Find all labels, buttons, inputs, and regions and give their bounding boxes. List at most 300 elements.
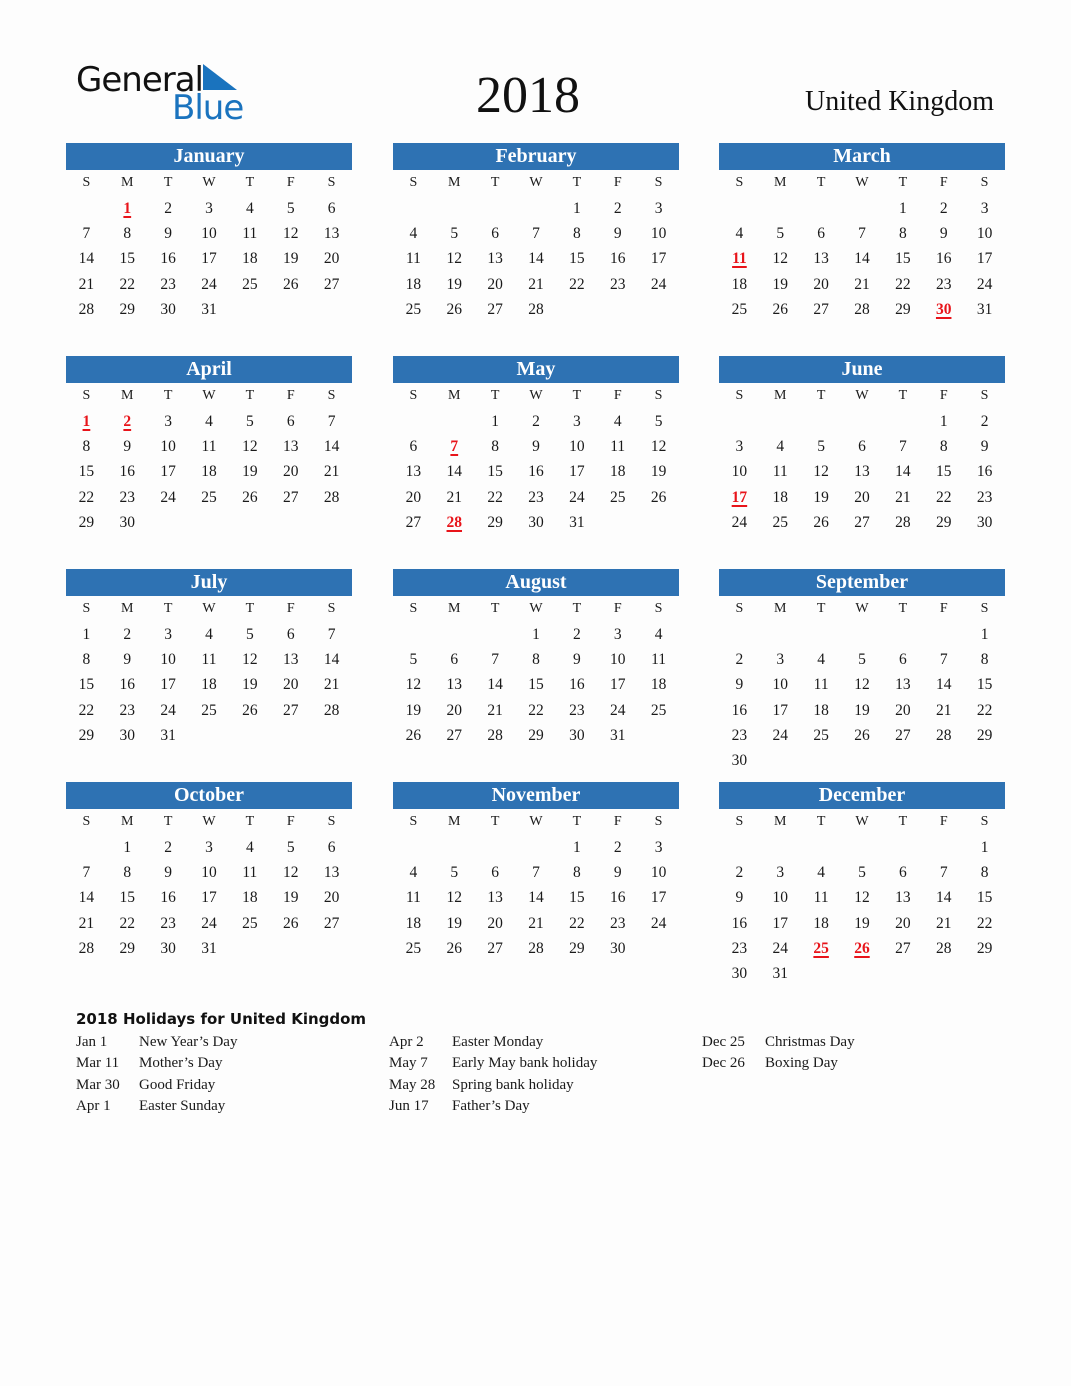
weekday-label: F [613, 175, 622, 190]
day-cell: 18 [609, 463, 626, 481]
weekday-label: T [163, 601, 173, 616]
day-cell: 30 [528, 513, 544, 531]
day-cell: 14 [323, 438, 340, 456]
day-cell: 27 [895, 726, 911, 744]
day-cell: 18 [813, 914, 829, 932]
day-cell: 31 [609, 726, 626, 744]
empty-cell [842, 622, 883, 647]
day-cell: 16 [731, 914, 748, 932]
day-cell: 12 [446, 250, 463, 268]
day-cell: 26 [242, 488, 258, 506]
empty-cell [842, 835, 883, 860]
holiday-item [76, 1098, 237, 1119]
day-cell: 12 [446, 889, 463, 907]
day-cell: 9 [613, 864, 622, 882]
day-cell: 16 [119, 676, 136, 694]
day-cell: 1 [939, 413, 948, 430]
day-cell: 26 [405, 726, 422, 744]
weekday-label: T [163, 175, 173, 190]
day-cell: 1 [572, 200, 581, 217]
empty-cell [882, 835, 923, 860]
day-cell: 13 [854, 463, 870, 481]
day-cell: 18 [242, 889, 258, 907]
month-november [393, 782, 679, 961]
weekday-label: S [654, 814, 663, 829]
day-cell: 8 [82, 438, 91, 456]
weekday-label: T [163, 388, 173, 403]
month-day-grid [393, 383, 679, 535]
empty-cell [842, 409, 883, 434]
day-cell: 27 [487, 939, 503, 957]
holiday-item [76, 1055, 237, 1076]
day-cell: 16 [119, 463, 136, 481]
weekday-label: T [490, 388, 500, 403]
day-cell: 20 [446, 701, 463, 719]
month-day-grid [719, 596, 1005, 773]
weekday-label: T [816, 388, 826, 403]
day-cell: 29 [895, 300, 911, 318]
holiday-date: Mar 11 [76, 1055, 120, 1072]
empty-cell [393, 196, 434, 221]
day-cell: 19 [446, 275, 463, 293]
empty-cell [475, 622, 516, 647]
day-cell: 21 [323, 463, 340, 481]
day-cell: 11 [813, 889, 829, 907]
weekday-label: S [82, 601, 91, 616]
day-cell: 6 [286, 626, 295, 643]
weekday-label: T [816, 175, 826, 190]
holiday-name: Easter Sunday [139, 1097, 226, 1114]
day-cell: 11 [813, 676, 829, 694]
weekday-label: S [980, 388, 989, 403]
day-cell: 27 [323, 275, 340, 293]
holiday-item [389, 1098, 597, 1119]
day-cell: 26 [446, 300, 463, 318]
day-cell: 6 [450, 651, 459, 669]
month-header: April [66, 356, 352, 383]
day-cell: 4 [613, 413, 622, 430]
day-cell: 25 [405, 939, 422, 957]
day-cell: 13 [446, 676, 463, 694]
day-cell: 8 [980, 651, 989, 669]
day-cell: 9 [735, 676, 744, 694]
day-cell: 29 [935, 513, 952, 531]
holidays-column [389, 1034, 597, 1119]
day-cell: 30 [160, 300, 176, 318]
day-cell: 3 [776, 864, 785, 882]
weekday-label: S [735, 601, 744, 616]
day-cell: 9 [735, 889, 744, 907]
holiday-day-cell: 26 [854, 939, 870, 957]
day-cell: 10 [609, 651, 626, 669]
month-header: November [393, 782, 679, 809]
day-cell: 3 [205, 200, 213, 217]
day-cell: 7 [532, 225, 540, 243]
day-cell: 23 [609, 914, 626, 932]
day-cell: 21 [528, 275, 544, 293]
day-cell: 8 [898, 225, 907, 243]
day-cell: 15 [78, 676, 95, 694]
day-cell: 9 [123, 651, 132, 669]
day-cell: 28 [487, 726, 503, 744]
day-cell: 22 [78, 488, 95, 506]
day-cell: 11 [405, 250, 421, 268]
day-cell: 23 [119, 488, 136, 506]
weekday-label: F [286, 175, 295, 190]
day-cell: 11 [201, 651, 217, 669]
holiday-day-cell: 25 [813, 939, 829, 957]
day-cell: 23 [160, 275, 176, 293]
weekday-label: T [572, 388, 582, 403]
holiday-day-cell: 2 [123, 413, 132, 430]
day-cell: 6 [491, 225, 499, 243]
day-cell: 12 [813, 463, 829, 481]
day-cell: 20 [487, 914, 503, 932]
day-cell: 25 [242, 914, 258, 932]
weekday-label: F [286, 388, 295, 403]
day-cell: 18 [201, 676, 217, 694]
day-cell: 16 [609, 250, 626, 268]
day-cell: 11 [242, 864, 258, 882]
day-cell: 28 [323, 701, 340, 719]
weekday-label: F [286, 601, 295, 616]
day-cell: 8 [939, 438, 948, 456]
holiday-date: Mar 30 [76, 1076, 120, 1093]
day-cell: 8 [980, 864, 989, 882]
weekday-label: S [980, 175, 989, 190]
day-cell: 17 [772, 701, 789, 719]
empty-cell [923, 622, 964, 647]
empty-cell [434, 196, 475, 221]
weekday-label: M [121, 175, 134, 190]
day-cell: 7 [82, 864, 91, 882]
weekday-label: T [898, 814, 908, 829]
day-cell: 15 [487, 463, 503, 481]
day-cell: 16 [569, 676, 585, 694]
day-cell: 18 [405, 275, 422, 293]
empty-cell [434, 622, 475, 647]
day-cell: 10 [650, 864, 667, 882]
holidays-title: 2018 Holidays for United Kingdom [76, 1010, 367, 1028]
day-cell: 21 [895, 488, 911, 506]
month-header: February [393, 143, 679, 170]
holiday-name: Boxing Day [765, 1055, 838, 1072]
weekday-label: T [245, 601, 255, 616]
day-cell: 13 [282, 651, 299, 669]
day-cell: 18 [242, 250, 258, 268]
weekday-label: T [490, 601, 500, 616]
weekday-label: T [572, 175, 582, 190]
month-june [719, 356, 1005, 535]
day-cell: 25 [405, 300, 422, 318]
day-cell: 21 [446, 488, 463, 506]
day-cell: 5 [286, 839, 295, 856]
day-cell: 8 [82, 651, 91, 669]
holidays-column [76, 1034, 237, 1119]
weekday-label: S [82, 175, 91, 190]
day-cell: 4 [409, 864, 418, 882]
day-cell: 12 [854, 676, 870, 694]
day-cell: 3 [735, 438, 744, 456]
day-cell: 28 [528, 300, 544, 318]
day-cell: 19 [854, 701, 870, 719]
day-cell: 16 [528, 463, 544, 481]
day-cell: 18 [772, 488, 789, 506]
weekday-label: F [286, 814, 295, 829]
day-cell: 14 [446, 463, 463, 481]
weekday-label: T [898, 388, 908, 403]
day-cell: 14 [78, 250, 95, 268]
month-day-grid [66, 809, 352, 961]
empty-cell [760, 196, 801, 221]
day-cell: 3 [654, 839, 663, 856]
day-cell: 2 [939, 200, 948, 217]
weekday-label: W [202, 814, 216, 829]
weekday-label: W [202, 388, 216, 403]
day-cell: 1 [980, 839, 989, 856]
holiday-item [702, 1055, 855, 1076]
day-cell: 23 [528, 488, 544, 506]
month-day-grid [393, 596, 679, 748]
day-cell: 4 [245, 200, 254, 217]
day-cell: 14 [528, 889, 544, 907]
day-cell: 23 [731, 939, 748, 957]
month-january [66, 143, 352, 322]
day-cell: 23 [976, 488, 993, 506]
day-cell: 16 [160, 889, 176, 907]
month-day-grid [393, 809, 679, 961]
day-cell: 6 [327, 839, 336, 856]
day-cell: 6 [286, 413, 295, 430]
month-header: October [66, 782, 352, 809]
day-cell: 6 [898, 864, 907, 882]
empty-cell [66, 835, 107, 860]
day-cell: 29 [78, 726, 95, 744]
day-cell: 1 [123, 839, 132, 856]
weekday-label: F [939, 601, 948, 616]
weekday-label: F [613, 388, 622, 403]
day-cell: 29 [119, 939, 136, 957]
empty-cell [760, 409, 801, 434]
day-cell: 7 [491, 651, 499, 669]
empty-cell [801, 835, 842, 860]
day-cell: 6 [817, 225, 825, 243]
day-cell: 5 [654, 413, 663, 430]
day-cell: 13 [323, 864, 340, 882]
weekday-label: W [529, 388, 543, 403]
day-cell: 9 [164, 864, 172, 882]
day-cell: 17 [609, 676, 626, 694]
weekday-label: S [735, 175, 744, 190]
day-cell: 8 [123, 225, 132, 243]
holiday-date: Dec 25 [702, 1034, 745, 1050]
day-cell: 12 [854, 889, 870, 907]
day-cell: 2 [613, 839, 622, 856]
day-cell: 22 [569, 275, 585, 293]
weekday-label: F [939, 388, 948, 403]
day-cell: 5 [409, 651, 418, 669]
day-cell: 18 [201, 463, 217, 481]
day-cell: 3 [776, 651, 785, 669]
day-cell: 11 [405, 889, 421, 907]
day-cell: 31 [201, 300, 217, 318]
day-cell: 7 [532, 864, 540, 882]
holiday-date: Dec 26 [702, 1055, 745, 1072]
day-cell: 27 [446, 726, 463, 744]
day-cell: 23 [731, 726, 748, 744]
day-cell: 24 [160, 701, 176, 719]
day-cell: 10 [201, 225, 217, 243]
day-cell: 28 [78, 939, 95, 957]
day-cell: 26 [242, 701, 258, 719]
day-cell: 17 [201, 250, 217, 268]
day-cell: 21 [854, 275, 870, 293]
day-cell: 1 [572, 839, 581, 856]
day-cell: 24 [569, 488, 585, 506]
day-cell: 6 [491, 864, 499, 882]
day-cell: 20 [854, 488, 870, 506]
empty-cell [842, 196, 883, 221]
day-cell: 16 [976, 463, 993, 481]
day-cell: 5 [286, 200, 295, 217]
weekday-label: T [245, 388, 255, 403]
empty-cell [882, 622, 923, 647]
weekday-label: S [654, 601, 663, 616]
weekday-label: T [572, 601, 582, 616]
weekday-label: F [613, 814, 622, 829]
holiday-date: May 7 [389, 1055, 428, 1072]
weekday-label: W [529, 601, 543, 616]
weekday-label: T [572, 814, 582, 829]
day-cell: 29 [528, 726, 544, 744]
day-cell: 20 [323, 889, 340, 907]
day-cell: 18 [731, 275, 748, 293]
day-cell: 15 [569, 889, 585, 907]
day-cell: 29 [119, 300, 136, 318]
day-cell: 2 [123, 626, 132, 643]
day-cell: 4 [654, 626, 663, 643]
day-cell: 16 [935, 250, 952, 268]
day-cell: 17 [160, 463, 176, 481]
empty-cell [923, 835, 964, 860]
day-cell: 30 [609, 939, 626, 957]
holiday-date: Apr 2 [389, 1034, 424, 1050]
day-cell: 10 [772, 889, 789, 907]
day-cell: 17 [569, 463, 585, 481]
weekday-label: T [490, 175, 500, 190]
holiday-day-cell: 28 [446, 513, 463, 531]
day-cell: 21 [528, 914, 544, 932]
weekday-label: W [202, 601, 216, 616]
weekday-label: F [939, 175, 948, 190]
day-cell: 28 [935, 939, 952, 957]
month-header: August [393, 569, 679, 596]
day-cell: 18 [650, 676, 667, 694]
day-cell: 27 [282, 488, 299, 506]
day-cell: 5 [776, 225, 785, 243]
day-cell: 28 [895, 513, 911, 531]
day-cell: 24 [731, 513, 748, 531]
day-cell: 9 [613, 225, 622, 243]
day-cell: 7 [939, 864, 948, 882]
day-cell: 15 [528, 676, 544, 694]
day-cell: 14 [895, 463, 911, 481]
empty-cell [801, 196, 842, 221]
day-cell: 7 [327, 413, 336, 430]
weekday-label: M [448, 601, 461, 616]
day-cell: 9 [123, 438, 132, 456]
day-cell: 5 [450, 864, 459, 882]
day-cell: 2 [532, 413, 540, 430]
day-cell: 6 [898, 651, 907, 669]
day-cell: 22 [119, 914, 136, 932]
day-cell: 23 [609, 275, 626, 293]
day-cell: 2 [164, 200, 172, 217]
day-cell: 11 [201, 438, 217, 456]
empty-cell [393, 409, 434, 434]
month-header: March [719, 143, 1005, 170]
holiday-name: Easter Monday [452, 1034, 544, 1050]
holiday-item [389, 1077, 597, 1098]
day-cell: 30 [976, 513, 993, 531]
weekday-label: W [855, 388, 869, 403]
day-cell: 4 [205, 626, 213, 643]
day-cell: 20 [282, 463, 299, 481]
weekday-label: S [654, 388, 663, 403]
weekday-label: S [980, 601, 989, 616]
day-cell: 21 [78, 275, 95, 293]
day-cell: 3 [654, 200, 663, 217]
day-cell: 24 [201, 275, 217, 293]
day-cell: 10 [731, 463, 748, 481]
day-cell: 8 [572, 864, 581, 882]
day-cell: 26 [813, 513, 829, 531]
weekday-label: M [774, 601, 787, 616]
day-cell: 19 [405, 701, 422, 719]
day-cell: 30 [731, 751, 748, 769]
day-cell: 4 [245, 839, 254, 856]
weekday-label: W [855, 601, 869, 616]
day-cell: 6 [858, 438, 866, 456]
weekday-label: M [774, 814, 787, 829]
day-cell: 15 [119, 889, 136, 907]
day-cell: 3 [572, 413, 581, 430]
empty-cell [475, 835, 516, 860]
day-cell: 10 [772, 676, 789, 694]
day-cell: 22 [976, 914, 993, 932]
weekday-label: S [327, 388, 336, 403]
day-cell: 15 [895, 250, 911, 268]
day-cell: 25 [772, 513, 789, 531]
day-cell: 15 [976, 676, 993, 694]
holiday-item [76, 1077, 237, 1098]
day-cell: 25 [242, 275, 258, 293]
month-header: January [66, 143, 352, 170]
day-cell: 13 [405, 463, 422, 481]
weekday-label: S [409, 175, 418, 190]
day-cell: 5 [245, 626, 254, 643]
day-cell: 23 [119, 701, 136, 719]
day-cell: 10 [650, 225, 667, 243]
day-cell: 13 [895, 676, 911, 694]
day-cell: 25 [201, 701, 217, 719]
day-cell: 22 [119, 275, 136, 293]
day-cell: 12 [242, 438, 258, 456]
day-cell: 10 [160, 651, 176, 669]
day-cell: 21 [935, 914, 952, 932]
weekday-label: M [121, 601, 134, 616]
month-day-grid [66, 383, 352, 535]
